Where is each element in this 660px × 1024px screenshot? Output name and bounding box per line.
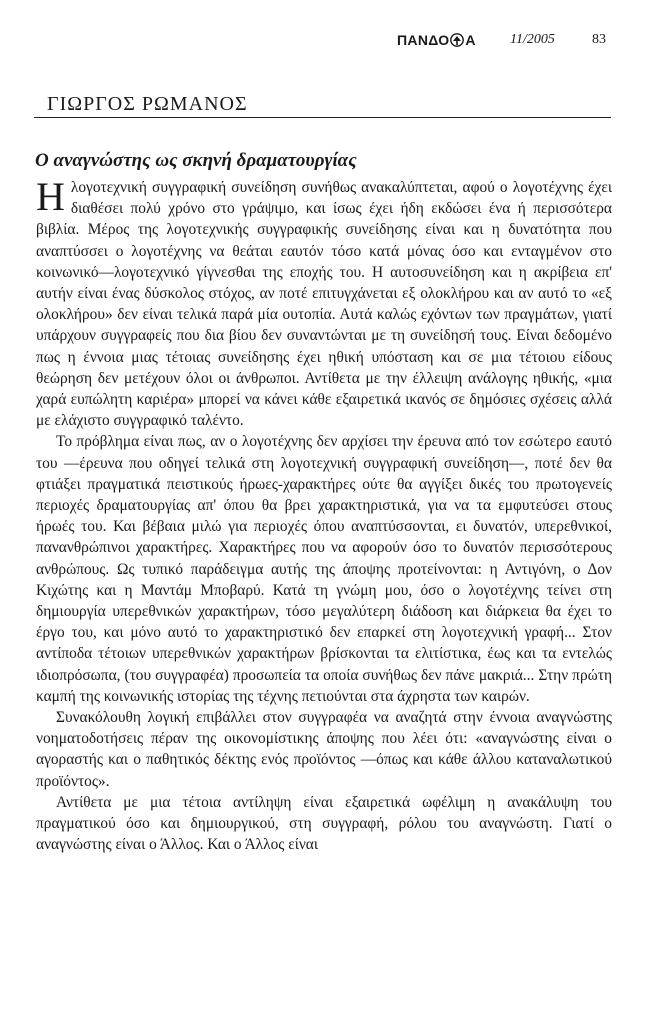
magazine-name	[397, 32, 476, 48]
drop-cap: Η	[36, 174, 65, 219]
paragraph: Το πρόβλημα είναι πως, αν ο λογοτέχνης δεν αρχίσει την έρευνα από τον εσώτερο εαυτό του —έρευνα που οδηγεί τελικά στη λογοτεχνική συγγραφική συνείδηση—, ποτέ δεν θα φτιάξει πραγματικά πειστικούς ήρωες-χαρακτήρες ούτε θα αγγίξει δικές του πρωτογενείς περιοχές δραματουργίας απ' όπου θα βρει χαρακτηριστικά, για να τα εμφυτεύσει στους ήρωές του. Και βέβαια μιλώ για περιοχές όπου αναπτύσσονται, ει δυνατόν, υπερεθνικοί, πανανθρώπινοι χαρακτήρες. Χαρακτήρες που να αφορούν όσο το δυνατόν περισσότερους ανθρώπους. Ως τυπικό παράδειγμα αυτής της άποψης προτείνονται: η Αντιγόνη, ο Δον Κιχώτης και η Μαντάμ Μποβαρύ. Κατά τη γνώμη μου, όσο ο λογοτέχνης τείνει στη δημιουργία υπερεθνικών χαρακτήρων, τόσο μεγαλύτερη διάδοση και διάρκεια θα έχει το έργο του, και μόνο αυτό το χαρακτηριστικό δεν επαρκεί στη λογοτεχνική γραφή... Στον αντίποδα τέτοιων υπερεθνικών χαρακτήρων βρίσκονται τα ελιτίστικα, έως και τα εντελώς ιδιοπρόσωπα, (του συγγραφέα) προσωπεία τα οποία συνήθως δεν πάνε μακριά... Στην πρώτη καμπή της κοινωνικής ιστορίας της τέχνης πετιούνται στα άχρηστα των καιρών.	[36, 433, 612, 705]
paragraph-text: λογοτεχνική συγγραφική συνείδηση συνήθως ανακαλύπτεται, αφού ο λογοτέχνης έχει διαθέσει πολύ χρόνο στο γράψιμο, και ίσως έχει ήδη εκδώσει ένα ή περισσότερα βιβλία. Μέρος της λογοτεχνικής συγγραφικής συνείδησης είναι και η δυνατότητα που αναπτύσσει ο λογοτέχνης να θεάται εαυτόν τόσο κατά μόνας όσο και ενταγμένον στο κοινωνικό—λογοτεχνικό γίγνεσθαι της εποχής του. Η αυτοσυνείδηση και η ακρίβεια επ' αυτήν είναι ένας δύσκολος στόχος, αν ποτέ επιτυγχάνεται εξ ολοκλήρου και αν αυτό το «εξ ολοκλήρου» δεν είναι τελικά παρά μία ουτοπία. Αυτά καλώς εχόντων των πραγμάτων, γιατί υπάρχουν συγγραφείς που δια βίου δεν συναντώνται με τη συνείδησή τους. Είναι δεδομένο πως η έννοια μιας τέτοιας συνείδησης έχει ηθική υπόσταση και σε μια τέτοιου είδους θεώρηση δεν μετέχουν όλοι οι άνθρωποι. Αντίθετα με την έλλειψη ανάλογης ηθικής, «μια χαρά ευπώλητη καριέρα» μπορεί να κάνει κάθε εξαιρετικά ικανός σε δημόσιες σχέσεις αλλά με ελάχιστο συγγραφικό ταλέντο.	[36, 179, 612, 430]
issue-number: 11/2005	[510, 32, 555, 47]
page-number: 83	[592, 32, 606, 47]
paragraph: Συνακόλουθη λογική επιβάλλει στον συγγραφέα να αναζητά στην έννοια αναγνώστης νοηματοδοτήσεις πέραν της οικονομίστικης άποψης που λέει ότι: «αναγνώστης είναι ο αγοραστής και ο παθητικός δέκτης ενός προϊόντος —όπως και κάθε άλλου καταναλωτικού προϊόντος».	[36, 709, 612, 790]
magazine-name-suffix: Α	[465, 32, 476, 48]
magazine-name-prefix: ΠΑΝΔΟ	[397, 32, 450, 48]
author-name: ΓΙΩΡΓΟΣ ΡΩΜΑΝΟΣ	[47, 93, 248, 115]
article-title: Ο αναγνώστης ως σκηνή δραματουργίας	[35, 150, 357, 171]
paragraph: Αντίθετα με μια τέτοια αντίληψη είναι εξαιρετικά ωφέλιμη η ανακάλυψη του πραγματικού όσο και δημιουργικού, στη συγγραφή, ρόλου του αναγνώστη. Γιατί ο αναγνώστης είναι ο Άλλος. Και ο Άλλος είναι	[36, 793, 612, 854]
paragraph	[36, 174, 612, 431]
article-body	[36, 174, 612, 856]
pandora-logo-icon	[450, 33, 464, 47]
running-header	[0, 30, 660, 52]
divider	[34, 117, 611, 118]
